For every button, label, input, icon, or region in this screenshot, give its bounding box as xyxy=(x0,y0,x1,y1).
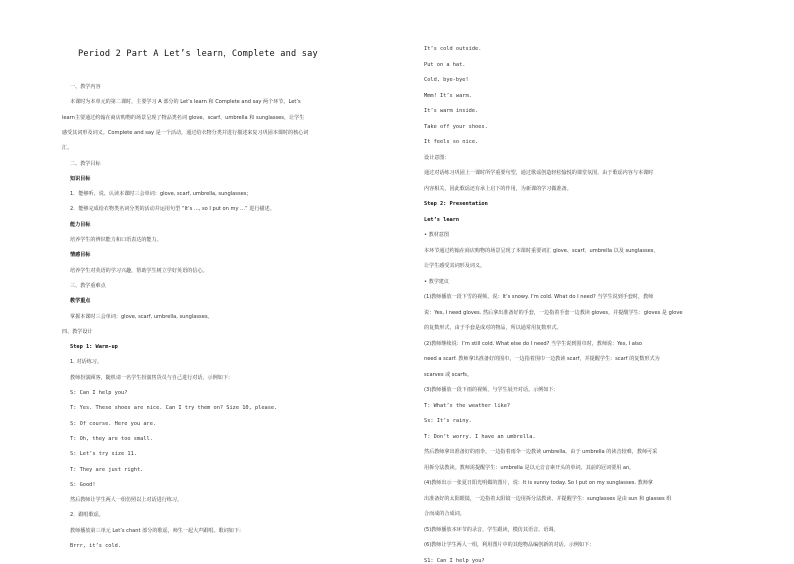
col-right-line: Put on a hat. xyxy=(424,61,466,68)
col-left-line: 教学重点 xyxy=(70,298,91,305)
col-right-line: Mmm! It’s warm. xyxy=(424,92,472,99)
col-right-line: It’s warm inside. xyxy=(424,108,479,114)
col-right-line: T: Don’t worry. I have an umbrella. xyxy=(424,433,536,440)
col-left-line: 四、教学设计 xyxy=(62,328,93,335)
col-right-line: 合而成的合成词。 xyxy=(424,511,465,517)
col-right-line: T: What’s the weather like? xyxy=(424,402,511,409)
col-left-line: Brrr, it’s cold. xyxy=(70,543,122,549)
col-left-line: 三、教学重难点 xyxy=(70,282,106,289)
col-right-line: 设计意图： xyxy=(424,154,450,161)
col-right-line: It feels so nice. xyxy=(424,139,479,145)
col-right-line: It’s cold outside. xyxy=(424,46,482,52)
col-right-line: Step 2: Presentation xyxy=(424,201,488,207)
col-left-line: T: Yes. These shoes are nice. Can I try them on? Size 10, please. xyxy=(70,405,278,412)
col-left-line: S: Good! xyxy=(70,481,96,488)
col-left-line: 一、教学内容 xyxy=(70,84,101,90)
col-left-line: 情感目标 xyxy=(70,252,91,259)
col-left-line: S: Let’s try size 11. xyxy=(70,451,137,458)
col-left-line: 本课时为本单元的第二课时，主要学习 A 部分的 Let’s learn 和 Complete and say 两个环节。Let’s xyxy=(70,99,301,106)
col-right-line: need a scarf. 教师拿出准备好的围巾，一边指着围巾一边教读 scarf，并提醒学生：scarf 的复数形式为 xyxy=(424,356,660,362)
col-right-line: • 教学建议 xyxy=(424,278,449,285)
col-right-line: Take off your shoes. xyxy=(424,123,488,130)
col-right-line: (3)教师播放一段下雨的视频，与学生展开对话。示例如下： xyxy=(424,387,559,393)
col-right-line: 出准备好的太阳眼镜，一边指着太阳镜一边用拆分法教读，并提醒学生：sunglasses 是由 sun 和 glasses 组 xyxy=(424,495,672,502)
col-left-line: 教师播放第三单元 Let’s chant 部分的歌谣，师生一起大声跟唱。歌词如下： xyxy=(70,527,245,534)
col-left-line: 1．能够听、说、认读本课时三会单词：glove, scarf, umbrella, sunglasses； xyxy=(70,191,252,198)
col-right-line: 内容相关，因此歌谣还有承上启下的作用，为新课的学习做准备。 xyxy=(424,185,572,192)
col-left-line: 能力目标 xyxy=(70,221,91,228)
col-left-line: 知识目标 xyxy=(70,175,91,182)
col-right-line: S1: Can I help you? xyxy=(424,557,485,564)
col-right-line: Let’s learn xyxy=(424,216,460,223)
col-left-line: 掌握本课时三会单词：glove, scarf, umbrella, sunglasses。 xyxy=(70,313,213,320)
col-right-line: (1)教师播放一段下雪的视频，说：It’s snowy. I’m cold. What do I need? 当学生说到手套时，教师 xyxy=(424,294,654,300)
col-right-line: 用拆分法教读。教师需提醒学生：umbrella 是以元音音素开头的单词，其前的冠词要用 an。 xyxy=(424,464,635,471)
col-right-line: 然后教师拿出准备好的雨伞，一边指着雨伞一边教读 umbrella。由于 umbrella 的读音较难，教师可采 xyxy=(424,449,658,455)
col-right-line: 通过对话练习巩固上一课时所学重要句型，通过歌谣创造轻松愉悦的课堂氛围，由于歌谣内容与本课时 xyxy=(424,170,654,176)
col-left-line: S: Can I help you? xyxy=(70,390,128,396)
col-left-line: 感受其词形及词义。Complete and say 是一个活动，通过给衣物分类并进行描述来复习巩固本课时的核心词 xyxy=(62,129,309,136)
col-right-line: 让学生感受其词形及词义。 xyxy=(424,263,486,269)
col-right-line: (2)教师继续说：I’m still cold. What else do I need? 当学生说到围巾时，教师说：Yes, I also xyxy=(424,340,643,347)
page-title: Period 2 Part A Let’s learn，Complete and say xyxy=(78,49,318,59)
col-left-line: 2．能够完成给衣物类名词分类的活动并运用句型 “It’s ..., so I put on my ...” 进行描述。 xyxy=(70,206,275,213)
col-right-line: 说：Yes, I need gloves. 然后拿出准备好的手套，一边指着手套一边教读 gloves，并提醒学生：gloves 是 glove xyxy=(424,309,683,316)
col-left-line: 二、教学目标 xyxy=(70,160,101,167)
col-right-line: (5)教师播放本环节的录音，学生跟读，模仿其语音、语调。 xyxy=(424,526,559,533)
col-left-line: 教师扮演顾客，随机请一名学生扮演售货员与自己进行对话。示例如下： xyxy=(70,374,234,381)
col-left-line: learn主要通过约翰在商店购物的场景呈现了物品类名词 glove、scarf、umbrella 和 sunglasses，让学生 xyxy=(62,114,305,121)
col-left-line: T: They are just right. xyxy=(70,466,144,473)
col-left-line: T: Oh, they are too small. xyxy=(70,435,153,442)
col-left-line: 1. 对话练习。 xyxy=(70,359,102,366)
col-right-line: (4)教师出示一张夏日阳光明媚的图片，说：It is sunny today. So I put on my sunglasses. 教师拿 xyxy=(424,480,653,486)
col-right-line: 本环节通过约翰在商店购物的场景呈现了本课时重要词汇 glove、scarf、umbrella 以及 sunglasses， xyxy=(424,247,659,254)
col-right-line: scarves 或 scarfs。 xyxy=(424,371,473,378)
col-left-line: 2．跟唱歌谣。 xyxy=(70,512,104,519)
col-left-line: 培养学生的辨识能力和口语表达的能力。 xyxy=(70,237,162,243)
col-left-line: S: Of course. Here you are. xyxy=(70,420,157,427)
col-right-line: Ss: It’s rainy. xyxy=(424,418,472,424)
col-left-line: 汇。 xyxy=(62,145,73,152)
col-right-line: • 教材意图 xyxy=(424,232,449,238)
col-right-line: 的复数形式，由于手套是成对的物品，所以通常用复数形式。 xyxy=(424,325,562,331)
col-left-line: Step 1: Warm-up xyxy=(70,344,118,351)
col-right-line: Cold, bye-bye! xyxy=(424,77,469,83)
col-left-line: 然后教师让学生两人一组仿照以上对话进行练习。 xyxy=(70,497,183,504)
col-right-line: (6)教师让学生两人一组，利用图片中的其他物品编创新的对话。示例如下： xyxy=(424,542,595,548)
col-left-line: 培养学生对英语的学习兴趣，帮助学生树立学好英语的信心。 xyxy=(70,267,208,274)
